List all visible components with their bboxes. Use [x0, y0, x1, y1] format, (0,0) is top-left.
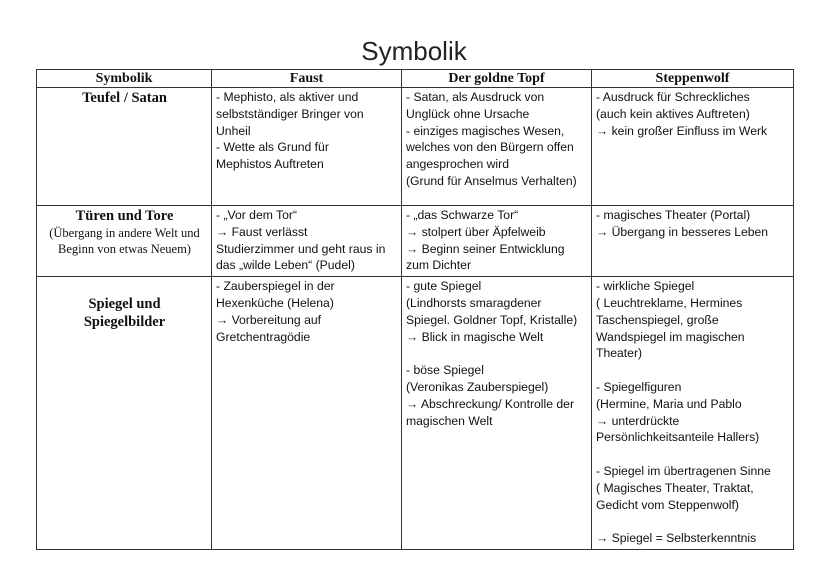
faust-cell: [212, 88, 402, 206]
cell-line: - wirkliche Spiegel: [596, 279, 695, 294]
cell-line: das „wilde Leben“ (Pudel): [216, 258, 355, 273]
table-row: [37, 88, 794, 206]
cell-line: (Veronikas Zauberspiegel): [406, 379, 549, 394]
cell-line: ( Leuchtreklame, Hermines: [596, 295, 743, 310]
cell-line: → unterdrückte: [596, 413, 680, 428]
cell-line: Wandspiegel im magischen: [596, 329, 745, 344]
cell-line: angesprochen wird: [406, 157, 509, 172]
cell-line: Taschenspiegel, große: [596, 312, 719, 327]
table-row: [37, 277, 794, 550]
header-steppenwolf: Steppenwolf: [592, 70, 794, 88]
cell-line: - „das Schwarze Tor“: [406, 208, 519, 222]
symbol-cell: [37, 88, 212, 206]
cell-line: Gedicht vom Steppenwolf): [596, 497, 739, 512]
cell-line: Mephistos Auftreten: [216, 157, 324, 172]
cell-line: - Wette als Grund für: [216, 140, 329, 155]
cell-line: magischen Welt: [406, 413, 493, 428]
cell-line: Persönlichkeitsanteile Hallers): [596, 430, 760, 445]
cell-line: → Übergang in besseres Leben: [596, 224, 769, 239]
cell-line: Hexenküche (Helena): [216, 295, 334, 310]
cell-line: - Mephisto, als aktiver und: [216, 90, 359, 104]
topf-cell: [402, 277, 592, 550]
cell-line: → Beginn seiner Entwicklung: [406, 241, 565, 256]
header-goldne-topf: Der goldne Topf: [402, 70, 592, 88]
cell-line: - „Vor dem Tor“: [216, 208, 298, 222]
symbol-name: Türen und Tore: [75, 208, 174, 224]
cell-line: (Lindhorsts smaragdener: [406, 295, 542, 310]
cell-line: zum Dichter: [406, 258, 472, 273]
cell-line: Gretchentragödie: [216, 329, 311, 344]
cell-line: → kein großer Einfluss im Werk: [596, 123, 768, 138]
symbol-name: Teufel / Satan: [82, 90, 167, 106]
table-row: [37, 206, 794, 277]
cell-line: (auch kein aktives Auftreten): [596, 106, 750, 121]
symbol-cell: [37, 206, 212, 277]
cell-line: [596, 362, 790, 379]
cell-line: - einziges magisches Wesen,: [406, 123, 565, 138]
cell-line: - Spiegelfiguren: [596, 379, 682, 394]
steppenwolf-cell: [592, 88, 794, 206]
cell-line: - Ausdruck für Schreckliches: [596, 90, 750, 104]
cell-line: - böse Spiegel: [406, 363, 484, 378]
header-row: [37, 70, 794, 88]
cell-line: Unglück ohne Ursache: [406, 106, 530, 121]
cell-line: → stolpert über Äpfelweib: [406, 224, 546, 239]
cell-line: → Spiegel = Selbsterkenntnis: [596, 531, 757, 546]
cell-line: → Blick in magische Welt: [406, 329, 544, 344]
header-symbolik: Symbolik: [37, 70, 212, 88]
page-title: Symbolik: [361, 36, 467, 66]
cell-line: - gute Spiegel: [406, 279, 482, 294]
cell-line: → Abschreckung/ Kontrolle der: [406, 396, 575, 411]
cell-line: [406, 345, 588, 362]
cell-line: selbstständiger Bringer von: [216, 106, 364, 121]
cell-line: - Spiegel im übertragenen Sinne: [596, 463, 771, 478]
cell-line: Spiegel. Goldner Topf, Kristalle): [406, 312, 578, 327]
symbolik-table: [36, 69, 794, 550]
header-faust: Faust: [212, 70, 402, 88]
symbol-note: (Übergang in andere Welt und Beginn von etwas Neuem): [49, 226, 200, 256]
cell-line: - Zauberspiegel in der: [216, 279, 335, 294]
cell-line: Theater): [596, 346, 643, 361]
cell-line: [596, 446, 790, 463]
topf-cell: [402, 88, 592, 206]
steppenwolf-cell: [592, 277, 794, 550]
cell-line: Studierzimmer und geht raus in: [216, 241, 386, 256]
topf-cell: [402, 206, 592, 277]
cell-line: → Faust verlässt: [216, 224, 308, 239]
cell-line: (Grund für Anselmus Verhalten): [406, 173, 577, 188]
cell-line: - magisches Theater (Portal): [596, 208, 751, 222]
cell-line: welches von den Bürgern offen: [406, 140, 574, 155]
symbol-cell: [37, 277, 212, 550]
cell-line: - Satan, als Ausdruck von: [406, 90, 545, 104]
steppenwolf-cell: [592, 206, 794, 277]
faust-cell: [212, 277, 402, 550]
faust-cell: [212, 206, 402, 277]
cell-line: [596, 513, 790, 530]
cell-line: → Vorbereitung auf: [216, 312, 322, 327]
cell-line: Unheil: [216, 123, 251, 138]
cell-line: (Hermine, Maria und Pablo: [596, 396, 742, 411]
cell-line: ( Magisches Theater, Traktat,: [596, 480, 754, 495]
symbol-name: Spiegel und Spiegelbilder: [83, 296, 166, 331]
